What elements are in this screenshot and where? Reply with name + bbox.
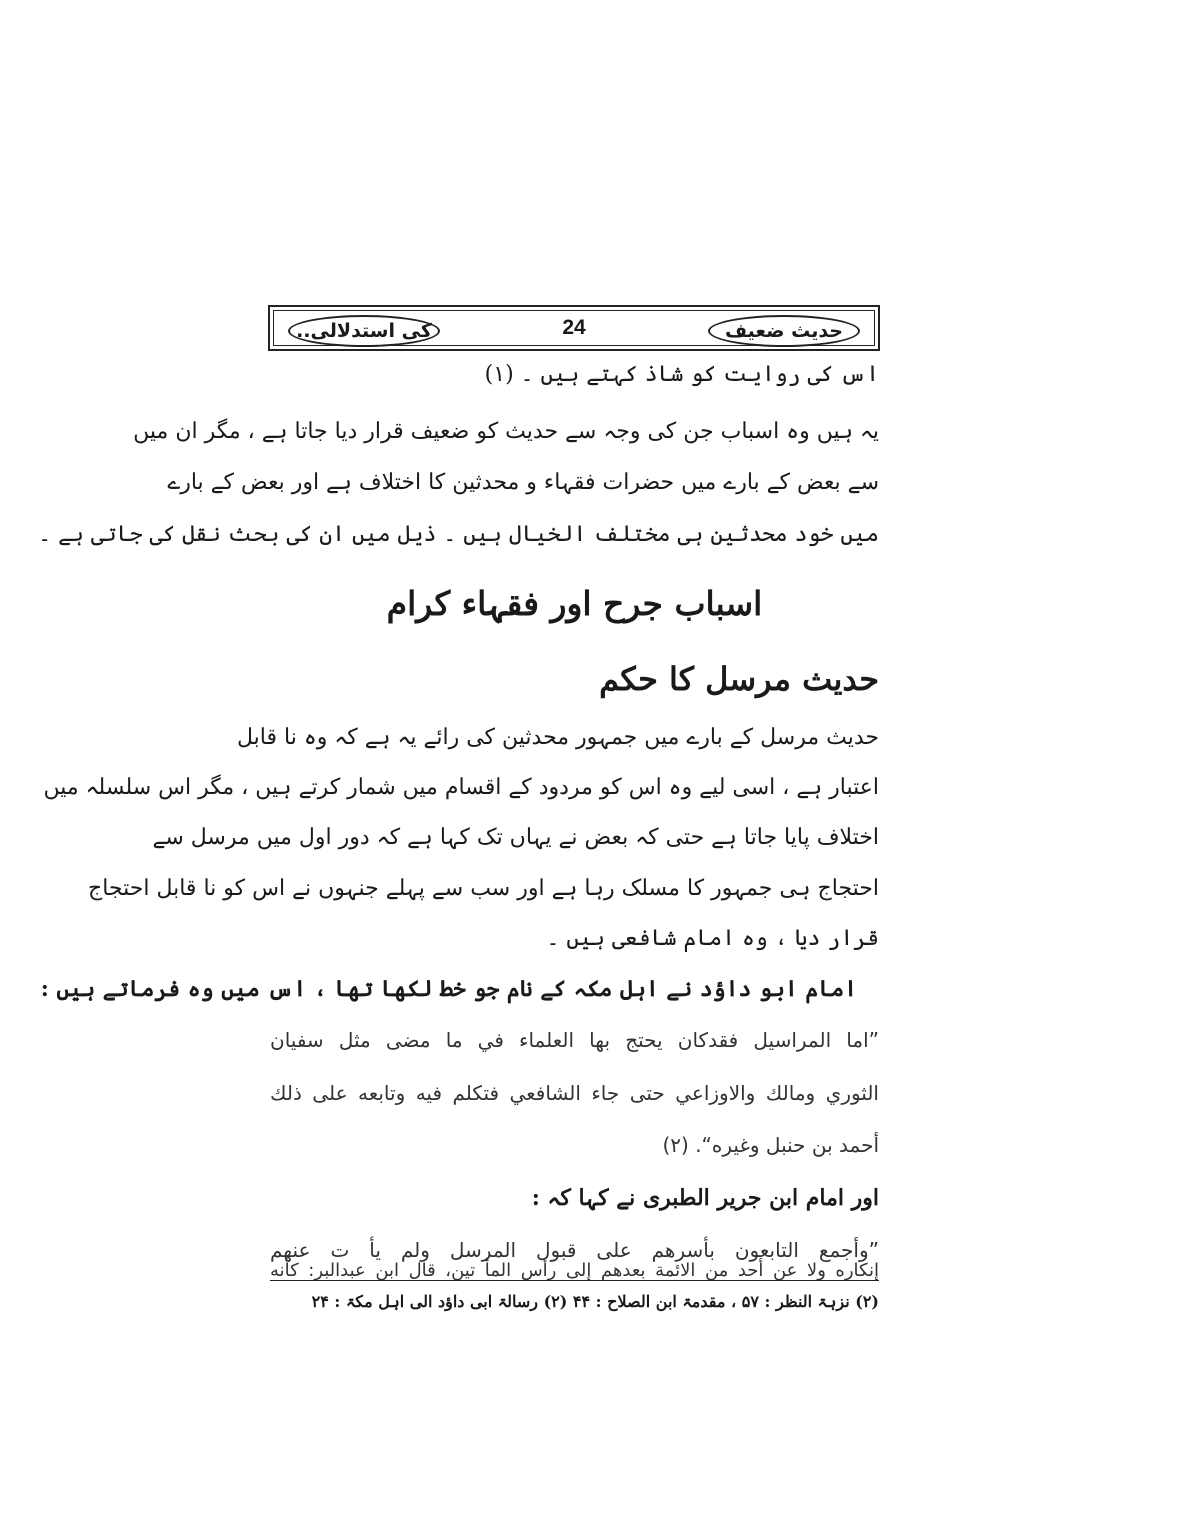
arabic-quote-line: ”وأجمع التابعون بأسرهم على قبول المرسل ولم يأ ت عنهم [270, 1238, 879, 1262]
arabic-quote-line: إنكاره ولا عن أحد من الائمة بعدهم إلى رأس المأ تين، قال ابن عبدالبر: كأنه [270, 1260, 879, 1281]
arabic-quote-line: أحمد بن حنبل وغيره“. (۲) [662, 1133, 879, 1157]
footnote-divider [270, 1280, 879, 1281]
section-heading: اسباب جرح اور فقہاء کرام [386, 584, 763, 623]
text-line: میں خود محدثین ہی مختلف الخیال ہیں ۔ ذیل میں ان کی بحث نقل کی جاتی ہے ۔ [38, 522, 879, 547]
book-title-pill-right: حدیث ضعیف [708, 315, 860, 347]
quote-intro: اور امام ابن جریر الطبری نے کہا کہ : [531, 1185, 879, 1211]
text-line: یہ ہیں وہ اسباب جن کی وجہ سے حدیث کو ضعیف قرار دیا جاتا ہے ، مگر ان میں [133, 419, 879, 444]
arabic-quote-line: الثوري ومالك والاوزاعي حتى جاء الشافعي فتكلم فيه وتابعه على ذلك [270, 1081, 879, 1105]
text-line: اعتبار ہے ، اسی لیے وہ اس کو مردود کے اقسام میں شمار کرتے ہیں ، مگر اس سلسلہ میں [43, 775, 879, 800]
text-line: اس کی روایت کو شاذ کہتے ہیں ۔ (۱) [484, 362, 879, 387]
subsection-heading: حدیث مرسل کا حکم [599, 660, 879, 698]
arabic-quote-line: ”اما المراسيل فقدكان يحتج بها العلماء في ما مضى مثل سفيان [270, 1028, 879, 1052]
text-line: احتجاج ہی جمہور کا مسلک رہا ہے اور سب سے پہلے جنہوں نے اس کو نا قابل احتجاج [88, 876, 879, 901]
text-line: اختلاف پایا جاتا ہے حتی کہ بعض نے یہاں تک کہا ہے کہ دور اول میں مرسل سے [152, 825, 879, 850]
running-header [268, 305, 880, 351]
text-line: سے بعض کے بارے میں حضرات فقہاء و محدثین کا اختلاف ہے اور بعض کے بارے [167, 470, 879, 495]
page-number: 24 [562, 316, 586, 339]
book-title-pill-left: کی استدلالی.. [288, 315, 440, 347]
quote-intro: امام ابو داؤد نے اہل مکہ کے نام جو خط لکھا تھا ، اس میں وہ فرماتے ہیں : [40, 976, 857, 1002]
text-line: قرار دیا ، وہ امام شافعی ہیں ۔ [546, 926, 879, 951]
footnote: (۲) نزہۃ النظر : ۵۷ ، مقدمۃ ابن الصلاح : ۴۴ (۲) رسالۃ ابی داؤد الی اہل مکۃ : ۲۴ [311, 1292, 879, 1311]
text-line: حدیث مرسل کے بارے میں جمہور محدثین کی رائے یہ ہے کہ وہ نا قابل [237, 725, 879, 750]
